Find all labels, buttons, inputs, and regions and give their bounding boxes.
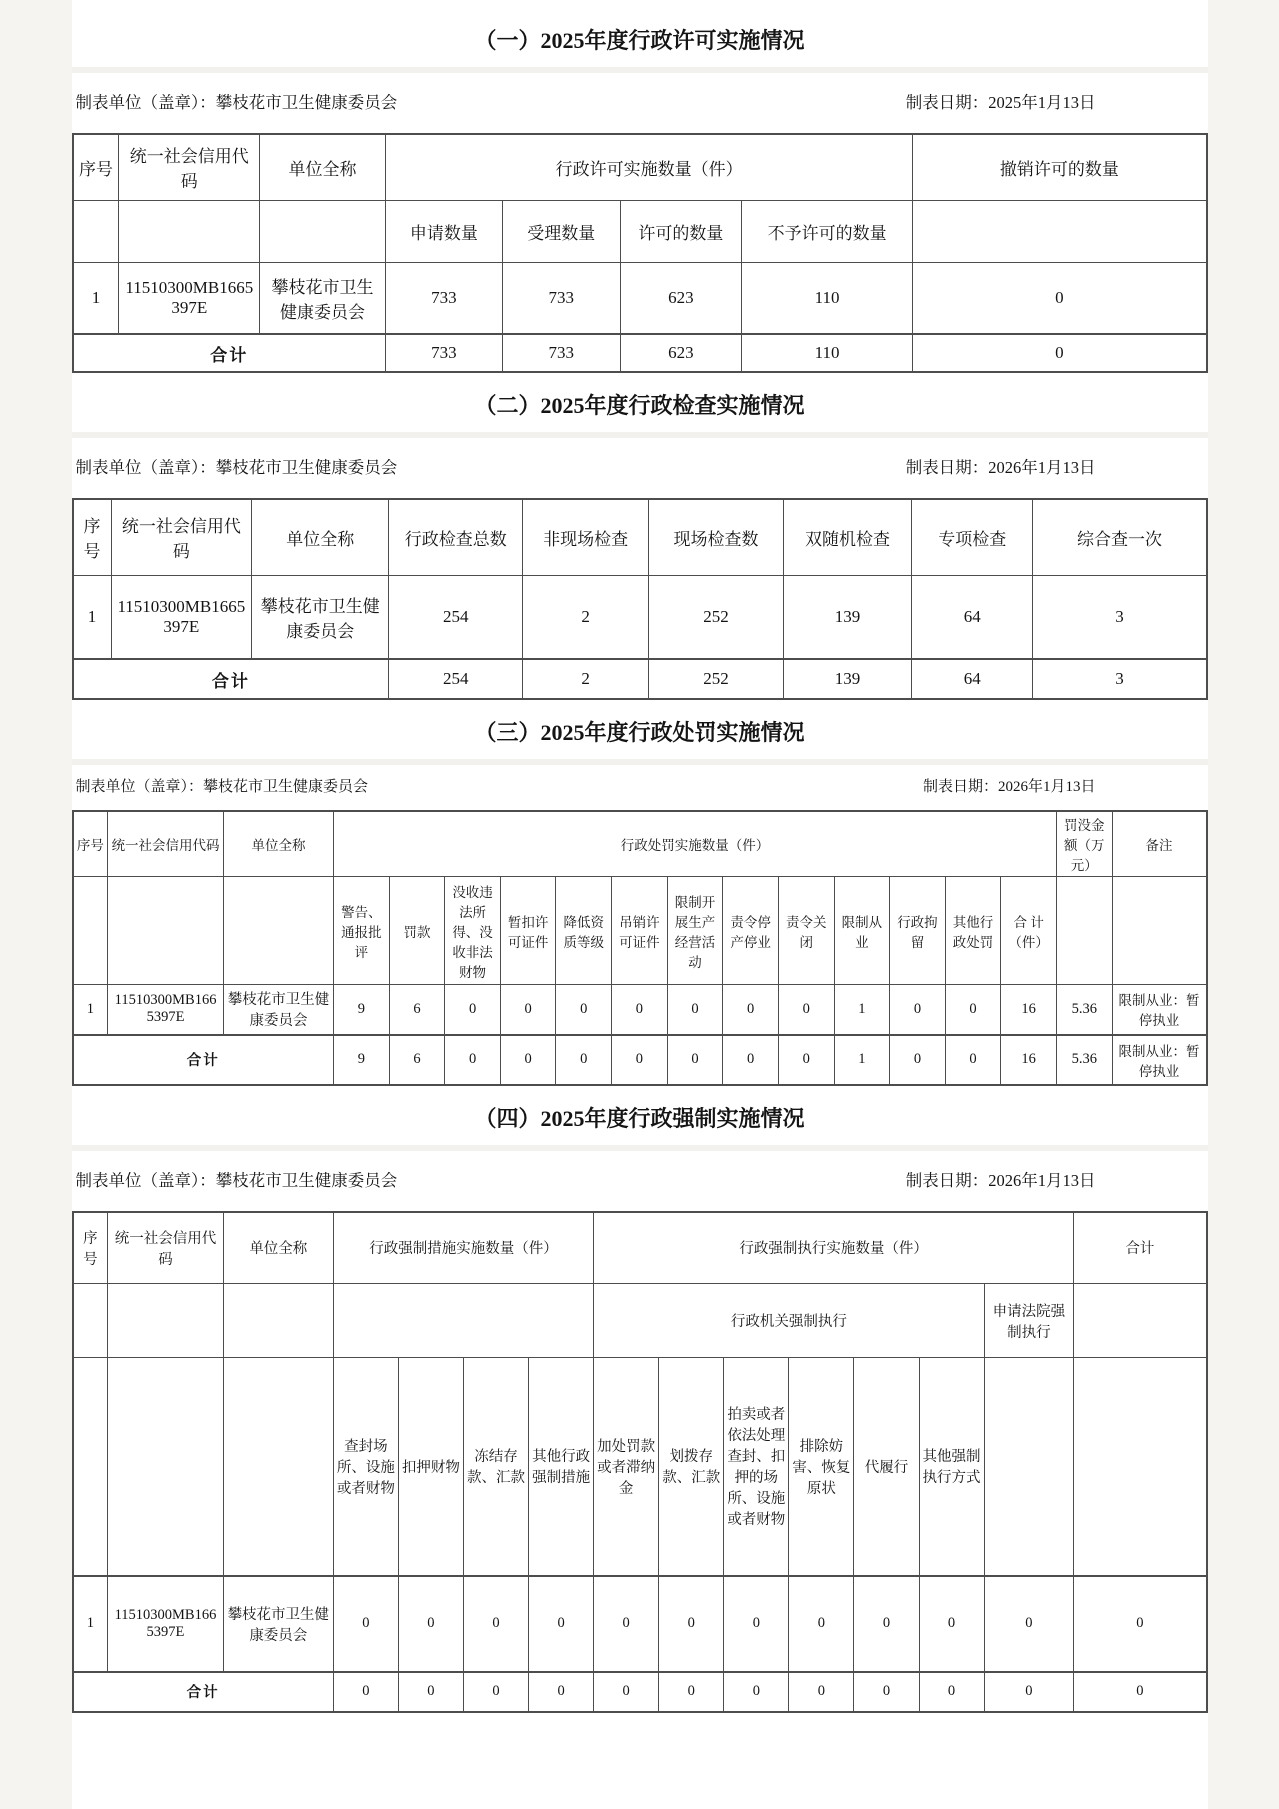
value-cell: 3: [1033, 575, 1207, 659]
table-header-row: [73, 1212, 1207, 1284]
col-header-credit-code: 统一社会信用代码: [108, 1212, 224, 1284]
col-header-credit-code: 统一社会信用代码: [119, 134, 260, 200]
empty-header-cell: [223, 1284, 333, 1358]
col-header-seq: 序号: [73, 499, 112, 575]
section-punishment: [72, 700, 1208, 1086]
fine-amount-cell: 5.36: [1056, 985, 1112, 1035]
table-date-label: 制表日期：2025年1月13日: [905, 93, 1096, 112]
col-header-seal-premises: 查封场所、设施或者财物: [333, 1358, 398, 1576]
col-header-auction-property: 拍卖或者依法处理查封、扣押的场所、设施或者财物: [724, 1358, 789, 1576]
table-unit-label: 制表单位（盖章）：攀枝花市卫生健康委员会: [75, 1170, 398, 1190]
value-cell: 0: [333, 1576, 398, 1672]
col-header-denied: 不予许可的数量: [742, 200, 913, 262]
licensing-table: [72, 133, 1208, 373]
table-header-row: [73, 811, 1207, 877]
report-page: [72, 0, 1208, 1809]
section-title-punishment: （三）2025年度行政处罚实施情况: [474, 720, 805, 745]
value-cell: 0: [667, 985, 723, 1035]
total-label-cell: 合计: [73, 659, 389, 699]
col-header-revoke-license: 吊销许可证件: [612, 877, 668, 985]
value-cell: 0: [529, 1672, 594, 1712]
total-row: [73, 1035, 1207, 1085]
unit-name-cell: 攀枝花市卫生健康委员会: [260, 262, 386, 334]
value-cell: 0: [594, 1672, 659, 1712]
value-cell: 0: [724, 1672, 789, 1712]
col-header-revoked-count: 撤销许可的数量: [913, 134, 1207, 200]
value-cell: 254: [389, 659, 523, 699]
value-cell: 0: [500, 1035, 556, 1085]
table-header-row: [73, 134, 1207, 200]
empty-header-cell: [1056, 877, 1112, 985]
value-cell: 0: [724, 1576, 789, 1672]
total-row: [73, 334, 1207, 372]
value-cell: 0: [659, 1576, 724, 1672]
inspection-table: [72, 498, 1208, 700]
col-header-fine: 罚款: [389, 877, 445, 985]
value-cell: 0: [984, 1576, 1074, 1672]
value-cell: 139: [783, 659, 911, 699]
col-header-other-punishment: 其他行政处罚: [945, 877, 1001, 985]
col-header-substitute-performance: 代履行: [854, 1358, 919, 1576]
empty-header-cell: [1074, 1358, 1207, 1576]
table-header-row: [73, 499, 1207, 575]
enforcement-table: [72, 1211, 1208, 1713]
value-cell: 0: [612, 985, 668, 1035]
value-cell: 0: [659, 1672, 724, 1712]
unit-name-cell: 攀枝花市卫生健康委员会: [223, 1576, 333, 1672]
fine-amount-cell: 5.36: [1056, 1035, 1112, 1085]
col-header-inspection-total: 行政检查总数: [389, 499, 523, 575]
credit-code-cell: 11510300MB1665397E: [111, 575, 252, 659]
value-cell: 0: [594, 1576, 659, 1672]
serial-cell: 1: [73, 575, 112, 659]
table-date-label: 制表日期：2026年1月13日: [905, 458, 1096, 477]
value-cell: 0: [529, 1576, 594, 1672]
total-label-cell: 合计: [73, 1035, 334, 1085]
value-cell: 0: [854, 1576, 919, 1672]
table-subheader-row: [73, 877, 1207, 985]
value-cell: 0: [919, 1576, 984, 1672]
col-header-restrict-operation: 限制开展生产经营活动: [667, 877, 723, 985]
section-title-inspection: （二）2025年度行政检查实施情况: [474, 393, 805, 418]
col-header-unit-name: 单位全称: [223, 811, 333, 877]
table-row: [73, 262, 1207, 334]
table-subheader-row: [73, 1284, 1207, 1358]
empty-header-cell: [108, 1358, 224, 1576]
value-cell: 0: [463, 1576, 528, 1672]
col-header-seq: 序号: [73, 1212, 108, 1284]
value-cell: 0: [398, 1672, 463, 1712]
col-header-freeze-deposits: 冻结存款、汇款: [463, 1358, 528, 1576]
value-cell: 0: [890, 1035, 946, 1085]
col-header-suspend-license: 暂扣许可证件: [500, 877, 556, 985]
serial-cell: 1: [73, 985, 108, 1035]
col-header-license-count-group: 行政许可实施数量（件）: [385, 134, 912, 200]
col-header-employment-restriction: 限制从业: [834, 877, 890, 985]
value-cell: 0: [667, 1035, 723, 1085]
table-row: [73, 1576, 1207, 1672]
col-header-agency-execution: 行政机关强制执行: [594, 1284, 984, 1358]
value-cell: 3: [1033, 659, 1207, 699]
col-header-other-measures: 其他行政强制措施: [529, 1358, 594, 1576]
value-cell: 0: [463, 1672, 528, 1712]
total-label-cell: 合计: [73, 1672, 334, 1712]
empty-header-cell: [984, 1358, 1074, 1576]
col-header-order-closure: 责令关闭: [778, 877, 834, 985]
credit-code-cell: 11510300MB1665397E: [119, 262, 260, 334]
value-cell: 2: [523, 575, 649, 659]
empty-header-cell: [913, 200, 1207, 262]
col-header-unit-name: 单位全称: [252, 499, 389, 575]
credit-code-cell: 11510300MB1665397E: [108, 985, 224, 1035]
total-row: [73, 659, 1207, 699]
value-cell: 0: [778, 985, 834, 1035]
section-licensing: [72, 8, 1208, 373]
value-cell: 0: [723, 985, 779, 1035]
remark-cell: 限制从业：暂停执业: [1112, 1035, 1206, 1085]
table-date-label: 制表日期：2026年1月13日: [922, 779, 1096, 795]
value-cell: 733: [502, 262, 620, 334]
table-row: [73, 985, 1207, 1035]
unit-name-cell: 攀枝花市卫生健康委员会: [252, 575, 389, 659]
value-cell: 0: [723, 1035, 779, 1085]
col-header-seq: 序号: [73, 134, 119, 200]
col-header-execution-count-group: 行政强制执行实施数量（件）: [594, 1212, 1074, 1284]
value-cell: 1: [834, 1035, 890, 1085]
value-cell: 0: [890, 985, 946, 1035]
col-header-remove-obstruction: 排除妨害、恢复原状: [789, 1358, 854, 1576]
col-header-special: 专项检查: [912, 499, 1033, 575]
value-cell: 1: [834, 985, 890, 1035]
credit-code-cell: 11510300MB1665397E: [108, 1576, 224, 1672]
col-header-fine-amount: 罚没金额（万元）: [1056, 811, 1112, 877]
value-cell: 9: [334, 1035, 390, 1085]
col-header-subtotal: 合 计（件）: [1001, 877, 1057, 985]
value-cell: 0: [1074, 1672, 1207, 1712]
empty-header-cell: [1074, 1284, 1207, 1358]
col-header-court-execution: 申请法院强制执行: [984, 1284, 1074, 1358]
value-cell: 252: [649, 659, 784, 699]
col-header-credit-code: 统一社会信用代码: [108, 811, 224, 877]
meta-row: [72, 73, 1208, 133]
col-header-credit-code: 统一社会信用代码: [111, 499, 252, 575]
empty-header-cell: [223, 877, 333, 985]
empty-header-cell: [260, 200, 386, 262]
empty-header-cell: [108, 877, 224, 985]
unit-name-cell: 攀枝花市卫生健康委员会: [223, 985, 333, 1035]
col-header-punishment-count-group: 行政处罚实施数量（件）: [334, 811, 1057, 877]
value-cell: 64: [912, 659, 1033, 699]
col-header-unit-name: 单位全称: [223, 1212, 333, 1284]
section-inspection: [72, 373, 1208, 700]
col-header-remark: 备注: [1112, 811, 1206, 877]
meta-row: [72, 1151, 1208, 1211]
value-cell: 0: [556, 1035, 612, 1085]
remark-cell: 限制从业：暂停执业: [1112, 985, 1206, 1035]
section-title-licensing: （一）2025年度行政许可实施情况: [474, 28, 805, 53]
empty-header-cell: [119, 200, 260, 262]
col-header-granted: 许可的数量: [620, 200, 741, 262]
col-header-unit-name: 单位全称: [260, 134, 386, 200]
value-cell: 0: [984, 1672, 1074, 1712]
value-cell: 733: [385, 334, 502, 372]
table-unit-label: 制表单位（盖章）：攀枝花市卫生健康委员会: [75, 93, 398, 112]
col-header-additional-fine: 加处罚款或者滞纳金: [594, 1358, 659, 1576]
col-header-warning: 警告、通报批评: [334, 877, 390, 985]
table-subheader-row: [73, 1358, 1207, 1576]
total-label-cell: 合计: [73, 334, 386, 372]
value-cell: 0: [333, 1672, 398, 1712]
value-cell: 0: [1074, 1576, 1207, 1672]
value-cell: 0: [445, 985, 501, 1035]
col-header-double-random: 双随机检查: [783, 499, 911, 575]
table-unit-label: 制表单位（盖章）：攀枝花市卫生健康委员会: [75, 779, 369, 795]
table-row: [73, 575, 1207, 659]
value-cell: 110: [742, 262, 913, 334]
col-header-applied: 申请数量: [385, 200, 502, 262]
value-cell: 0: [854, 1672, 919, 1712]
value-cell: 254: [389, 575, 523, 659]
table-date-label: 制表日期：2026年1月13日: [905, 1170, 1096, 1190]
value-cell: 110: [742, 334, 913, 372]
col-header-offsite: 非现场检查: [523, 499, 649, 575]
section-title-enforcement: （四）2025年度行政强制实施情况: [474, 1105, 805, 1131]
value-cell: 16: [1001, 1035, 1057, 1085]
value-cell: 0: [500, 985, 556, 1035]
value-cell: 64: [912, 575, 1033, 659]
serial-cell: 1: [73, 1576, 108, 1672]
value-cell: 0: [445, 1035, 501, 1085]
empty-header-cell: [73, 877, 108, 985]
section-enforcement: [72, 1086, 1208, 1713]
empty-header-cell: [73, 200, 119, 262]
empty-header-cell: [333, 1284, 593, 1358]
col-header-comprehensive: 综合查一次: [1033, 499, 1207, 575]
value-cell: 733: [502, 334, 620, 372]
value-cell: 0: [919, 1672, 984, 1712]
table-subheader-row: [73, 200, 1207, 262]
value-cell: 139: [783, 575, 911, 659]
col-header-seq: 序号: [73, 811, 108, 877]
value-cell: 0: [556, 985, 612, 1035]
punishment-table: [72, 810, 1208, 1086]
col-header-seize-property: 扣押财物: [398, 1358, 463, 1576]
value-cell: 0: [945, 985, 1001, 1035]
value-cell: 6: [389, 985, 445, 1035]
empty-header-cell: [1112, 877, 1206, 985]
value-cell: 623: [620, 334, 741, 372]
value-cell: 0: [913, 334, 1207, 372]
value-cell: 623: [620, 262, 741, 334]
col-header-detention: 行政拘留: [890, 877, 946, 985]
col-header-order-suspension: 责令停产停业: [723, 877, 779, 985]
col-header-accepted: 受理数量: [502, 200, 620, 262]
col-header-onsite: 现场检查数: [649, 499, 784, 575]
col-header-other-execution: 其他强制执行方式: [919, 1358, 984, 1576]
value-cell: 0: [612, 1035, 668, 1085]
value-cell: 252: [649, 575, 784, 659]
col-header-confiscation: 没收违法所得、没收非法财物: [445, 877, 501, 985]
col-header-transfer-deposits: 划拨存款、汇款: [659, 1358, 724, 1576]
meta-row: [72, 438, 1208, 498]
col-header-measure-count-group: 行政强制措施实施数量（件）: [333, 1212, 593, 1284]
value-cell: 0: [778, 1035, 834, 1085]
value-cell: 0: [398, 1576, 463, 1672]
col-header-total: 合计: [1074, 1212, 1207, 1284]
meta-row: [72, 765, 1208, 810]
value-cell: 733: [385, 262, 502, 334]
value-cell: 0: [945, 1035, 1001, 1085]
serial-cell: 1: [73, 262, 119, 334]
empty-header-cell: [73, 1284, 108, 1358]
value-cell: 16: [1001, 985, 1057, 1035]
value-cell: 6: [389, 1035, 445, 1085]
empty-header-cell: [73, 1358, 108, 1576]
col-header-downgrade: 降低资质等级: [556, 877, 612, 985]
empty-header-cell: [223, 1358, 333, 1576]
empty-header-cell: [108, 1284, 224, 1358]
value-cell: 0: [789, 1672, 854, 1712]
value-cell: 0: [913, 262, 1207, 334]
value-cell: 9: [334, 985, 390, 1035]
value-cell: 2: [523, 659, 649, 699]
table-unit-label: 制表单位（盖章）：攀枝花市卫生健康委员会: [75, 458, 398, 477]
value-cell: 0: [789, 1576, 854, 1672]
